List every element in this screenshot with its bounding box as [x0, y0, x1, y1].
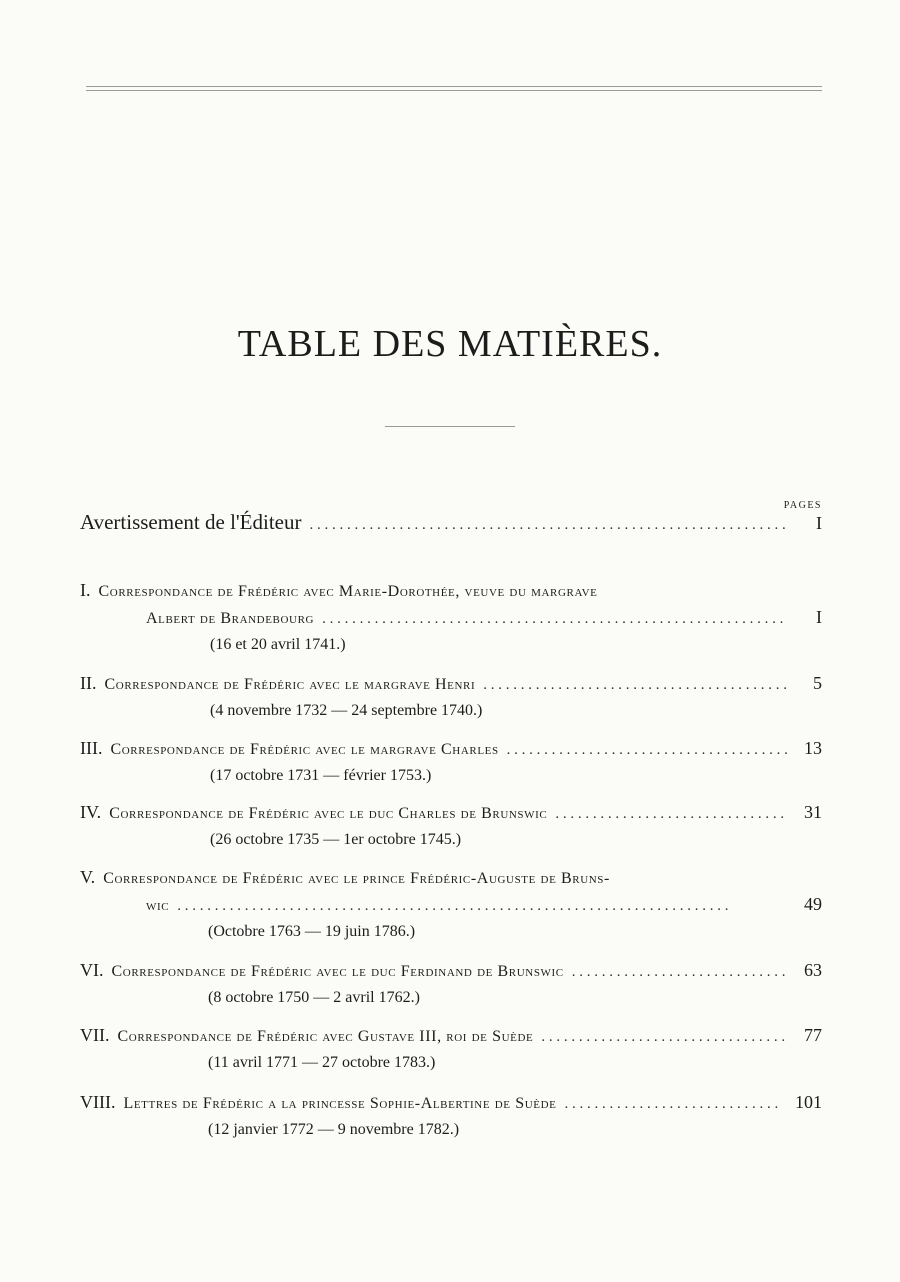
toc-page-number: 77 — [804, 1025, 822, 1045]
top-double-rule — [86, 86, 822, 92]
toc-page-number: 13 — [804, 738, 822, 758]
toc-entry-5[interactable] — [80, 867, 822, 941]
toc-entry-number: VIII. — [80, 1092, 116, 1112]
toc-entry-dates: (4 novembre 1732 — 24 septembre 1740.) — [210, 702, 483, 719]
toc-page-number: 63 — [804, 960, 822, 980]
toc-entry-avertissement[interactable] — [80, 510, 822, 535]
toc-entry-dates: (8 octobre 1750 — 2 avril 1762.) — [208, 989, 420, 1006]
toc-entry-3[interactable] — [80, 738, 822, 785]
page-title: TABLE DES MATIÈRES. — [237, 323, 663, 365]
leader-dots — [310, 517, 789, 534]
toc-entry-number: IV. — [80, 802, 102, 822]
leader-dots — [507, 742, 788, 759]
toc-entry-label: Correspondance de Frédéric avec Marie-Dorothée, veuve du margrave — [98, 583, 598, 600]
toc-entry-label: Lettres de Frédéric a la princesse Sophie-Albertine de Suède — [123, 1095, 557, 1112]
toc-entry-number: VI. — [80, 960, 104, 980]
toc-entry-label: Correspondance de Frédéric avec le margrave Charles — [110, 741, 499, 758]
toc-entry-label: Correspondance de Frédéric avec le duc Charles de Brunswic — [109, 805, 548, 822]
toc-entry-label-continued: Albert de Brandebourg — [146, 610, 315, 627]
toc-entry-number: III. — [80, 738, 103, 758]
toc-entry-4[interactable] — [80, 802, 822, 849]
toc-page-number: 5 — [813, 673, 822, 693]
toc-entry-1[interactable] — [80, 580, 822, 654]
leader-dots — [177, 898, 788, 915]
toc-page-number: I — [816, 513, 822, 533]
toc-entry-label: Avertissement de l'Éditeur — [80, 510, 302, 534]
toc-entry-label: Correspondance de Frédéric avec le duc Ferdinand de Brunswic — [111, 963, 564, 980]
toc-entry-dates: (12 janvier 1772 — 9 novembre 1782.) — [208, 1121, 460, 1138]
leader-dots — [555, 806, 788, 823]
toc-entry-number: II. — [80, 673, 97, 693]
toc-entry-number: I. — [80, 580, 91, 600]
toc-entry-dates: (26 octobre 1735 — 1er octobre 1745.) — [210, 831, 462, 848]
toc-page-number: 49 — [804, 894, 822, 914]
leader-dots — [322, 611, 788, 628]
toc-entry-dates: (11 avril 1771 — 27 octobre 1783.) — [208, 1054, 436, 1071]
toc-entry-dates: (Octobre 1763 — 19 juin 1786.) — [208, 923, 416, 940]
toc-entry-label: Correspondance de Frédéric avec le prince Frédéric-Auguste de Bruns- — [103, 870, 610, 887]
leader-dots — [541, 1029, 788, 1046]
toc-page-number: I — [816, 607, 822, 627]
toc-entry-label: Correspondance de Frédéric avec Gustave III, roi de Suède — [117, 1028, 534, 1045]
leader-dots — [564, 1096, 783, 1113]
leader-dots — [483, 677, 788, 694]
toc-entry-dates: (16 et 20 avril 1741.) — [210, 636, 346, 653]
toc-entry-2[interactable] — [80, 673, 822, 720]
toc-entry-dates: (17 octobre 1731 — février 1753.) — [210, 767, 432, 784]
toc-entry-6[interactable] — [80, 960, 822, 1007]
title-divider — [385, 426, 515, 427]
toc-entry-8[interactable] — [80, 1092, 822, 1139]
pages-column-label: PAGES — [783, 500, 822, 511]
toc-entry-number: VII. — [80, 1025, 110, 1045]
toc-entry-label-continued: wic — [146, 897, 170, 914]
toc-page-number: 31 — [804, 802, 822, 822]
toc-entry-7[interactable] — [80, 1025, 822, 1072]
toc-page-number: 101 — [795, 1092, 822, 1112]
toc-entry-number: V. — [80, 867, 96, 887]
leader-dots — [572, 964, 788, 981]
toc-entry-label: Correspondance de Frédéric avec le margrave Henri — [104, 676, 476, 693]
